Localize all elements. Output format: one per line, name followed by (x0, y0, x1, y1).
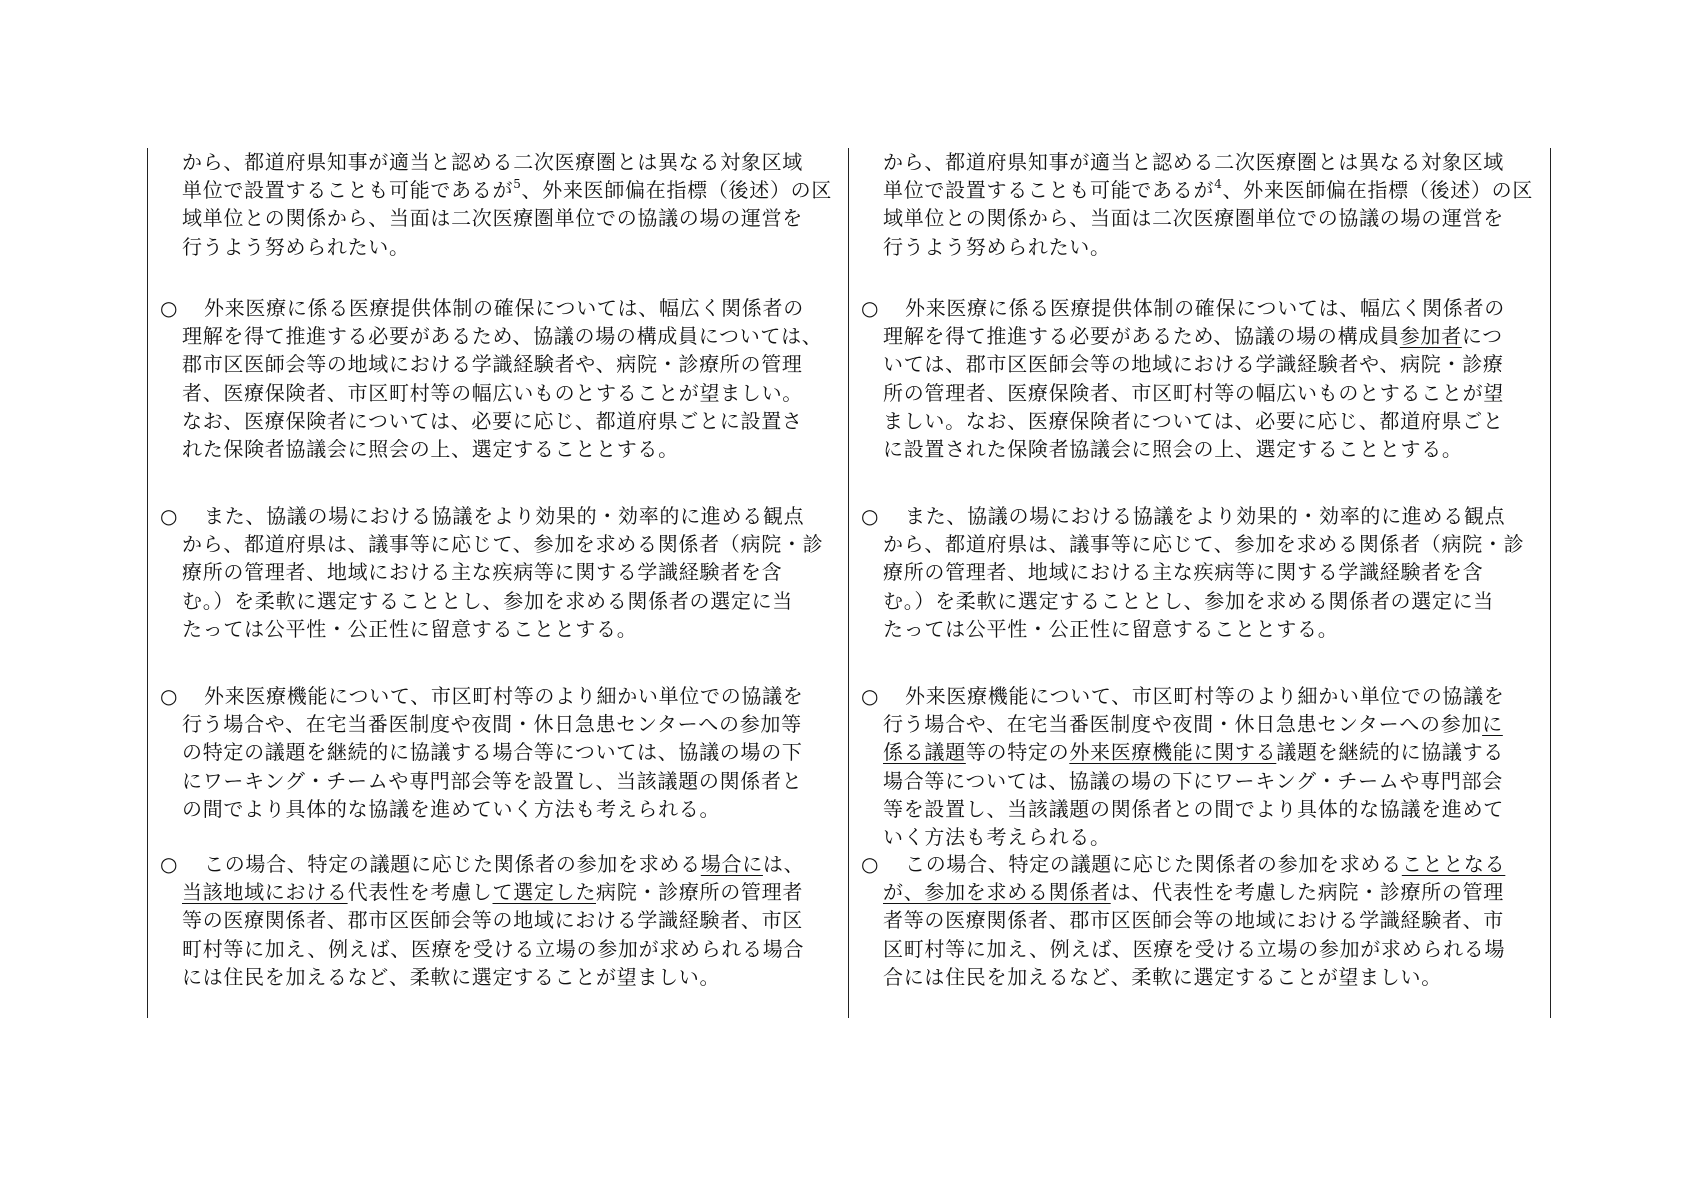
text-line: 所の管理者、医療保険者、市区町村等の幅広いものとすることが望 (883, 380, 1504, 405)
text-line (861, 850, 1521, 878)
text-line (861, 878, 1521, 906)
right-paragraph-4 (861, 682, 1521, 851)
text-line: 町村等に加え、例えば、医療を受ける立場の参加が求められる場合 (182, 936, 805, 961)
text-line: の特定の議題を継続的に協議する場合等については、協議の場の下 (182, 740, 803, 765)
text-line: たっては公平性・公正性に留意することとする。 (182, 616, 638, 641)
circle-bullet-icon: ○ (160, 296, 179, 320)
left-paragraph-4 (160, 682, 820, 823)
text-line: む。）を柔軟に選定することとし、参加を求める関係者の選定に当 (883, 588, 1494, 613)
text-line: いく方法も考えられる。 (883, 824, 1111, 849)
text-run: 代表性を考慮し (347, 880, 493, 905)
circle-bullet-icon: ○ (861, 852, 880, 876)
text-line: 等を設置し、当該議題の関係者との間でより具体的な協議を進めて (883, 796, 1504, 821)
text-run: この場合、特定の議題に応じた関係者の参加を求める (905, 852, 1402, 876)
text-run: につ (1461, 324, 1503, 349)
text-line: いては、郡市区医師会等の地域における学識経験者や、病院・診療 (883, 352, 1504, 377)
text-run: 単位で設置することも可能であるが (883, 178, 1215, 203)
right-paragraph-3 (861, 502, 1525, 643)
text-line: にワーキング・チームや専門部会等を設置し、当該議題の関係者と (182, 768, 803, 793)
text-line: 療所の管理者、地域における主な疾病等に関する学識経験者を含 (883, 560, 1484, 585)
text-line (861, 322, 1521, 350)
underlined-text: こととなる (1401, 852, 1506, 876)
underlined-text: が、参加を求める関係者 (883, 880, 1111, 905)
underlined-text: て選定した (492, 880, 597, 905)
circle-bullet-icon: ○ (160, 504, 179, 528)
text-run: 等の特定の (965, 740, 1070, 765)
text-line (861, 294, 1521, 322)
text-line: 行うよう努められたい。 (883, 234, 1111, 259)
text-line: から、都道府県は、議事等に応じて、参加を求める関係者（病院・診 (883, 532, 1525, 557)
underlined-text: に (1482, 712, 1503, 737)
underlined-text: 外来医療機能に関する (1069, 740, 1277, 765)
text-line (160, 878, 820, 906)
text-line: 域単位との関係から、当面は二次医療圏単位での協議の場の運営を (883, 206, 1504, 231)
text-run: 行う場合や、在宅当番医制度や夜間・休日急患センターへの参加 (883, 712, 1483, 737)
text-run: 単位で設置することも可能であるが (182, 178, 514, 203)
left-paragraph-5 (160, 850, 820, 991)
text-line: 区町村等に加え、例えば、医療を受ける立場の参加が求められる場 (883, 936, 1506, 961)
circle-bullet-icon: ○ (861, 296, 880, 320)
text-run: 病院・診療所の管理者 (596, 880, 804, 905)
text-line: 合には住民を加えるなど、柔軟に選定することが望ましい。 (883, 964, 1442, 989)
text-line: から、都道府県知事が適当と認める二次医療圏とは異なる対象区域 (883, 150, 1504, 174)
text-run: は、 (762, 852, 805, 876)
text-line (160, 294, 820, 322)
text-line: 郡市区医師会等の地域における学識経験者や、病院・診療所の管理 (182, 352, 803, 377)
text-line: 者、医療保険者、市区町村等の幅広いものとすることが望ましい。 (182, 380, 803, 405)
underlined-text: 当該地域における (182, 880, 348, 905)
text-run: 理解を得て推進する必要があるため、協議の場の構成員 (883, 324, 1400, 349)
underlined-text: 場合に (700, 852, 763, 876)
text-line (160, 682, 820, 710)
text-run: は、代表性を考慮した病院・診療所の管理 (1110, 880, 1505, 905)
text-run: 議題を継続的に協議する (1276, 740, 1505, 765)
text-line: の間でより具体的な協議を進めていく方法も考えられる。 (182, 796, 721, 821)
text-line: なお、医療保険者については、必要に応じ、都道府県ごとに設置さ (182, 408, 803, 433)
circle-bullet-icon: ○ (861, 504, 880, 528)
text-line: 域単位との関係から、当面は二次医療圏単位での協議の場の運営を (182, 206, 803, 231)
text-line: 場合等については、協議の場の下にワーキング・チームや専門部会 (883, 768, 1503, 793)
text-line (861, 738, 1521, 766)
text-line: 療所の管理者、地域における主な疾病等に関する学識経験者を含 (182, 560, 783, 585)
text-run: 外来医療機能について、市区町村等のより細かい単位での協議を (905, 684, 1505, 708)
text-run: 、外来医師偏在指標（後述）の区 (521, 178, 833, 203)
right-paragraph-5 (861, 850, 1521, 991)
text-line (861, 710, 1521, 738)
text-line: む。）を柔軟に選定することとし、参加を求める関係者の選定に当 (182, 588, 793, 613)
text-line: 等の医療関係者、郡市区医師会等の地域における学識経験者、市区 (182, 908, 803, 933)
underlined-text: 参加者 (1399, 324, 1462, 349)
text-line: 者等の医療関係者、郡市区医師会等の地域における学識経験者、市 (883, 908, 1504, 933)
text-line: に設置された保険者協議会に照会の上、選定することとする。 (883, 436, 1463, 461)
left-paragraph-2 (160, 294, 823, 463)
text-line (160, 502, 820, 530)
right-column (861, 148, 1534, 1018)
left-column (160, 148, 833, 1018)
text-line (861, 176, 1534, 204)
text-run: また、協議の場における協議をより効果的・効率的に進める観点 (204, 504, 805, 528)
text-line (160, 850, 820, 878)
footnote-marker: 4 (1214, 176, 1223, 191)
text-line: 行うよう努められたい。 (182, 234, 410, 259)
circle-bullet-icon: ○ (861, 684, 880, 708)
text-line: 理解を得て推進する必要があるため、協議の場の構成員については、 (182, 324, 823, 349)
text-line: から、都道府県知事が適当と認める二次医療圏とは異なる対象区域 (182, 150, 803, 174)
text-run: この場合、特定の議題に応じた関係者の参加を求める (204, 852, 701, 876)
text-line (160, 176, 833, 204)
text-line: から、都道府県は、議事等に応じて、参加を求める関係者（病院・診 (182, 532, 824, 557)
underlined-text: 係る議題 (883, 740, 966, 765)
text-run: 、外来医師偏在指標（後述）の区 (1222, 178, 1534, 203)
right-paragraph-2 (861, 294, 1521, 463)
text-line: には住民を加えるなど、柔軟に選定することが望ましい。 (182, 964, 721, 989)
text-line: 行う場合や、在宅当番医制度や夜間・休日急患センターへの参加等 (182, 712, 802, 737)
footnote-marker: 5 (513, 176, 522, 191)
text-line: たっては公平性・公正性に留意することとする。 (883, 616, 1339, 641)
text-line (861, 682, 1521, 710)
left-paragraph-3 (160, 502, 824, 643)
text-line: れた保険者協議会に照会の上、選定することとする。 (182, 436, 679, 461)
text-run: また、協議の場における協議をより効果的・効率的に進める観点 (905, 504, 1506, 528)
circle-bullet-icon: ○ (160, 684, 179, 708)
text-line: ましい。なお、医療保険者については、必要に応じ、都道府県ごと (883, 408, 1504, 433)
text-run: 外来医療に係る医療提供体制の確保については、幅広く関係者の (905, 296, 1505, 320)
text-run: 外来医療機能について、市区町村等のより細かい単位での協議を (204, 684, 804, 708)
left-paragraph-1 (160, 148, 833, 261)
text-run: 外来医療に係る医療提供体制の確保については、幅広く関係者の (204, 296, 804, 320)
right-paragraph-1 (861, 148, 1534, 261)
text-line (861, 502, 1521, 530)
circle-bullet-icon: ○ (160, 852, 179, 876)
column-divider (848, 148, 849, 1018)
